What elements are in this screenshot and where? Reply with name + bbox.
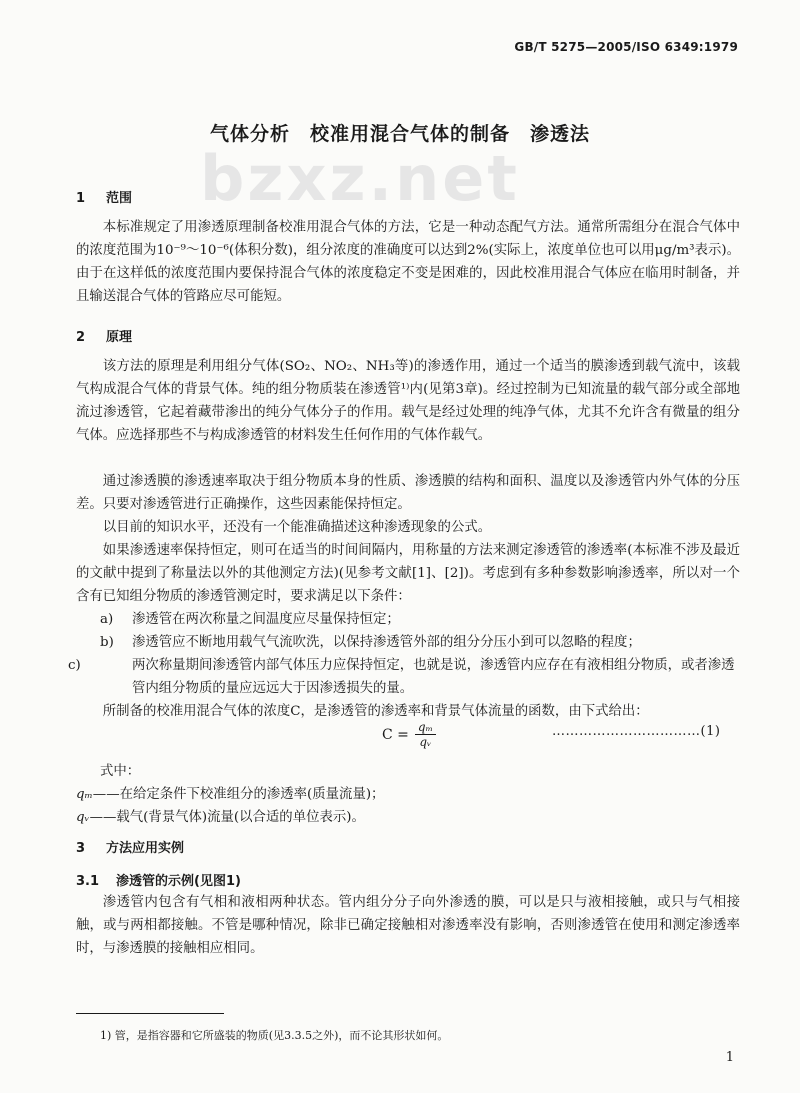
formula-lhs: C = <box>382 726 409 743</box>
item-mark: c) <box>68 658 81 673</box>
variable-symbol: qᵥ <box>76 810 90 825</box>
condition-item-a <box>100 608 740 631</box>
formula-fraction <box>415 720 436 749</box>
formula-denominator: qᵥ <box>419 735 432 749</box>
section-title: 方法应用实例 <box>106 841 185 856</box>
section-title: 原理 <box>106 330 133 345</box>
section-3-heading <box>76 837 184 856</box>
condition-item-b <box>100 631 740 654</box>
footnote-separator <box>76 1013 224 1014</box>
formula-numerator: qₘ <box>415 720 436 735</box>
item-text: 渗透管应不断地用载气气流吹洗，以保持渗透管外部的组分分压小到可以忽略的程度； <box>132 635 641 650</box>
variable-definition-qm <box>76 783 384 806</box>
item-text: 两次称量期间渗透管内部气体压力应保持恒定，也就是说，渗透管内应存在有液相组分物质，或者渗透管内组分物质的量应远远大于因渗透损失的量。 <box>132 658 735 696</box>
section-1-heading <box>76 187 132 206</box>
item-mark: b) <box>100 635 114 650</box>
subsection-3-1-heading <box>76 870 241 889</box>
section-number: 2 <box>76 330 86 345</box>
subsection-title: 渗透管的示例(见图1) <box>116 874 241 889</box>
section-2-paragraph-4: 如果渗透速率保持恒定，则可在适当的时间间隔内，用称量的方法来测定渗透管的渗透率(本标准不涉及最近的文献中提到了称量法以外的其他测定方法)(见参考文献[1]、[2])。考虑到有多种参数影响渗透率，所以对一个含有已知组分物质的渗透管测定时，要求满足以下条件： <box>76 543 740 604</box>
variable-symbol: qₘ <box>76 787 93 802</box>
section-title: 范围 <box>106 191 133 206</box>
footnote: 1) 管，是指容器和它所盛装的物质(见3.3.5之外)，而不论其形状如何。 <box>100 1029 449 1042</box>
section-2-paragraph-5: 所制备的校准用混合气体的浓度C，是渗透管的渗透率和背景气体流量的函数，由下式给出： <box>102 704 649 719</box>
item-text: 渗透管在两次称量之间温度应尽量保持恒定； <box>132 612 400 627</box>
variable-description: ——在给定条件下校准组分的渗透率(质量流量)； <box>92 787 385 802</box>
watermark: bzxz.net <box>200 142 520 215</box>
document-title: 气体分析 校准用混合气体的制备 渗透法 <box>209 123 590 145</box>
subsection-number: 3.1 <box>76 874 100 889</box>
section-2-paragraph-3: 以目前的知识水平，还没有一个能准确描述这种渗透现象的公式。 <box>102 520 492 535</box>
section-number: 3 <box>76 841 86 856</box>
item-mark: a) <box>100 612 114 627</box>
section-2-heading <box>76 326 132 345</box>
variable-definition-qv <box>76 806 365 829</box>
equation-number: ……………………………(1) <box>552 724 721 739</box>
section-2-paragraph-2: 通过渗透膜的渗透速率取决于组分物质本身的性质、渗透膜的结构和面积、温度以及渗透管内外气体的分压差。只要对渗透管进行正确操作，这些因素能保持恒定。 <box>76 474 740 512</box>
section-1-paragraph: 本标准规定了用渗透原理制备校准用混合气体的方法，它是一种动态配气方法。通常所需组分在混合气体中的浓度范围为10⁻⁹～10⁻⁶(体积分数)，组分浓度的准确度可以达到2%(实际上，浓度单位也可以用μg/m³表示)。由于在这样低的浓度范围内要保持混合气体的浓度稳定不变是困难的，因此校准用混合气体应在临用时制备，并且输送混合气体的管路应尽可能短。 <box>76 220 740 304</box>
condition-item-c <box>68 654 740 700</box>
section-number: 1 <box>76 191 86 206</box>
page-number: 1 <box>725 1050 734 1065</box>
section-2-paragraph-1: 该方法的原理是利用组分气体(SO₂、NO₂、NH₃等)的渗透作用，通过一个适当的膜渗透到载气流中，该载气构成混合气体的背景气体。纯的组分物质装在渗透管¹⁾内(见第3章)。经过控制为已知流量的载气部分或全部地流过渗透管，它起着藏带渗出的纯分气体分子的作用。载气是经过处理的纯净气体，尤其不允许含有微量的组分气体。应选择那些不与构成渗透管的材料发生任何作用的气体作载气。 <box>76 359 740 443</box>
formula <box>382 720 436 749</box>
standard-number: GB/T 5275—2005/ISO 6349:1979 <box>514 40 738 54</box>
where-label: 式中： <box>100 764 141 779</box>
variable-description: ——载气(背景气体)流量(以合适的单位表示)。 <box>89 810 365 825</box>
subsection-3-1-paragraph: 渗透管内包含有气相和液相两种状态。管内组分分子向外渗透的膜，可以是只与液相接触，或只与气相接触，或与两相都接触。不管是哪种情况，除非已确定接触相对渗透率没有影响，否则渗透管在使用和测定渗透率时，与渗透膜的接触相应相同。 <box>76 895 740 956</box>
